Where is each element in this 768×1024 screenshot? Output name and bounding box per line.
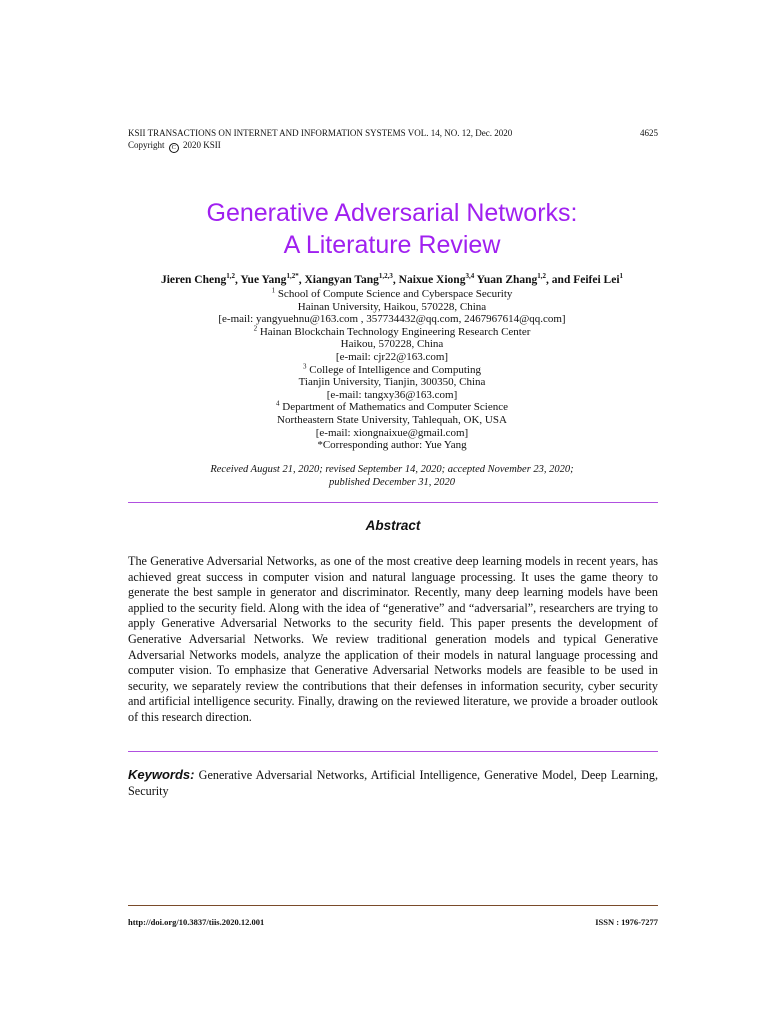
affiliation-text: Department of Mathematics and Computer Science [279,401,508,414]
affiliation-text: Northeastern State University, Tahlequah, OK, USA [277,413,507,426]
author-name: Yuan Zhang [476,274,538,286]
author-affiliation-marker: 1,2* [286,272,299,281]
affiliation-line [100,414,684,427]
page-number: 4625 [640,128,658,138]
author-name: Feifei Lei [573,274,620,286]
affiliation-text: College of Intelligence and Computing [306,363,481,376]
affiliation-number: 4 [276,399,280,408]
publication-dates [100,463,684,489]
affiliation-line [100,361,684,377]
affiliation-text: Haikou, 570228, China [340,338,444,351]
author-affiliation-marker: 1,2 [226,272,235,281]
affiliation-line [100,338,684,351]
affiliation-text: Tianjin University, Tianjin, 300350, China [298,376,486,389]
affiliation-number: 3 [303,361,307,370]
author-affiliation-marker: 1,2,3 [378,272,393,281]
dates-line-2: published December 31, 2020 [329,477,455,488]
author-affiliation-marker: 3,4 [465,272,475,281]
divider-top [128,502,658,503]
copyright-icon: C [169,143,179,153]
affiliation-line [100,326,684,339]
affiliation-line [100,427,684,440]
affiliation-text: School of Compute Science and Cyberspace Security [275,288,513,300]
affiliation-text: [e-mail: cjr22@163.com] [335,350,449,363]
affiliation-text: [e-mail: tangxy36@163.com] [326,388,458,401]
affiliation-line [100,401,684,414]
author-name: Naixue Xiong [398,274,466,286]
author-separator: , and [546,274,574,286]
doi-link[interactable]: http://doi.org/10.3837/tiis.2020.12.001 [128,917,265,927]
affiliation-text: Hainan Blockchain Technology Engineering Research Center [257,325,531,338]
author-name: Xiangyan Tang [304,274,379,286]
copyright-line [128,139,658,153]
affiliation-text: Hainan University, Haikou, 570228, China [297,300,487,313]
author-affiliation-marker: 1 [619,272,624,281]
author-name: Jieren Cheng [160,274,227,286]
dates-line-1: Received August 21, 2020; revised September 14, 2020; accepted November 23, 2020; [210,464,574,475]
affiliation-text: [e-mail: xiongnaixue@gmail.com] [315,426,469,439]
copyright-label: Copyright [128,140,165,150]
running-header [128,127,658,153]
author-separator: , [234,274,241,286]
author-separator: , [392,274,399,286]
keywords-text: Generative Adversarial Networks, Artificial Intelligence, Generative Model, Deep Learning, Security [128,768,658,798]
affiliation-line [100,351,684,364]
affiliation-line [100,376,684,389]
affiliation-number: 2 [253,324,258,333]
affiliations [100,288,684,452]
paper-title [100,197,684,261]
author-affiliation-marker: 1,2 [537,272,547,281]
copyright-year: 2020 KSII [183,140,221,150]
keywords-section [128,767,658,799]
affiliation-line [100,439,684,452]
journal-line: KSII TRANSACTIONS ON INTERNET AND INFORMATION SYSTEMS VOL. 14, NO. 12, Dec. 2020 [128,128,513,138]
abstract-body: The Generative Adversarial Networks, as one of the most creative deep learning models in recent years, has achieved great success in computer vision and natural language processing. It uses the game theory to generate the best sample in generator and discriminator. Recently, many deep learning models have been applied to the security field. Along with the idea of “generative” and “adversarial”, researchers are trying to apply Generative Adversarial Networks to the security field. This paper presents the development of Generative Adversarial Networks. We review traditional generation models and typical Generative Adversarial Networks models, analyze the application of their models in natural language processing and computer vision. To emphasize that Generative Adversarial Networks models are feasible to be used in security, we separately review the contributions that their defenses in information security, cyber security and artificial intelligence security. Finally, drawing on the reviewed literature, we provide a broader outlook of this research direction. [128,554,658,724]
author-separator: , [298,274,305,286]
divider-middle [128,751,658,752]
author-list [60,272,724,288]
issn: ISSN : 1976-7277 [595,917,658,927]
affiliation-line [100,313,684,326]
title-line-2: A Literature Review [283,231,501,259]
affiliation-line [100,301,684,314]
keywords-label: Keywords: [128,767,195,782]
footer [128,917,658,927]
affiliation-number: 1 [271,286,276,295]
title-line-1: Generative Adversarial Networks: [206,199,578,227]
abstract-heading: Abstract [365,518,421,533]
author-name: Yue Yang [240,274,287,286]
affiliation-line [100,389,684,402]
affiliation-text: *Corresponding author: Yue Yang [317,439,467,452]
affiliation-line [100,288,684,301]
affiliation-text: [e-mail: yangyuehnu@163.com , 357734432@qq.com, 2467967614@qq.com] [218,313,566,326]
divider-footer [128,905,658,906]
